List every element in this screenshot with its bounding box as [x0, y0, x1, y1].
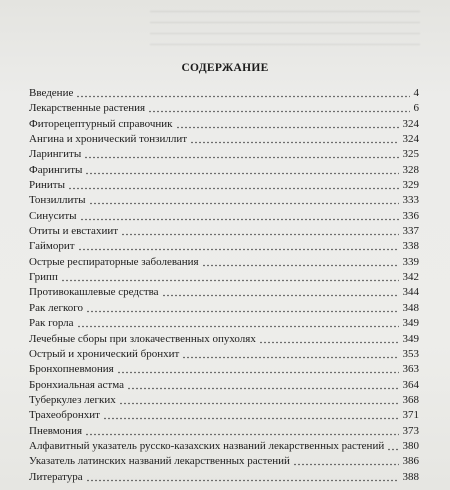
dot-leader	[103, 417, 399, 420]
dot-leader	[85, 172, 399, 175]
toc-entry-page: 328	[402, 163, 419, 176]
toc-entry-title: Противокашлевые средства	[29, 286, 159, 299]
toc-entry-page: 363	[402, 363, 419, 376]
toc-entry	[29, 239, 419, 254]
toc-entry-title: Алфавитный указатель русско-казахских названий лекарственных растений	[29, 439, 385, 452]
toc-entry	[29, 101, 419, 116]
toc-entry	[29, 316, 419, 331]
toc-entry-page: 4	[413, 87, 419, 99]
toc-entry	[29, 117, 419, 132]
bleed-through-text	[150, 6, 420, 46]
toc-entry-page: 349	[402, 332, 419, 345]
toc-entry	[29, 439, 419, 454]
toc-entry-page: 349	[402, 317, 419, 330]
toc-entry-page: 344	[402, 286, 419, 299]
toc-entry-title: Гайморит	[29, 240, 75, 253]
dot-leader	[387, 448, 399, 451]
toc-entry-page: 6	[413, 102, 419, 115]
dot-leader	[68, 187, 399, 190]
toc-entry	[29, 347, 419, 362]
toc-entry	[29, 424, 419, 439]
dot-leader	[76, 95, 410, 98]
toc-entry	[29, 454, 419, 469]
toc-entry-page: 333	[402, 194, 419, 207]
toc-entry	[29, 332, 419, 347]
toc-entry	[29, 224, 419, 239]
toc-entry-title: Трахеобронхит	[29, 409, 100, 422]
toc-entry	[29, 470, 419, 485]
toc-entry-title: Отиты и евстахиит	[29, 225, 119, 238]
toc-entry-page: 388	[402, 470, 419, 483]
dot-leader	[89, 202, 399, 205]
toc-entry-page: 325	[402, 148, 419, 161]
toc-entry-page: 324	[402, 133, 419, 146]
dot-leader	[190, 141, 399, 144]
toc-entry	[29, 393, 419, 408]
dot-leader	[86, 479, 399, 482]
toc-entry-title: Туберкулез легких	[29, 393, 116, 406]
dot-leader	[182, 356, 399, 359]
toc-entry-title: Пневмония	[29, 424, 83, 437]
dot-leader	[77, 325, 399, 328]
dot-leader	[202, 264, 399, 267]
toc-entry-page: 386	[402, 455, 419, 468]
toc-entry-title: Острый и хронический бронхит	[29, 347, 180, 360]
toc-entry-title: Тонзиллиты	[29, 194, 86, 207]
toc-entry-page: 364	[402, 378, 419, 391]
toc-entry-title: Введение	[29, 87, 74, 99]
toc-entry-page: 368	[402, 393, 419, 406]
toc-entry-page: 371	[402, 409, 419, 422]
dot-leader	[176, 126, 399, 129]
toc-entry-title: Рак горла	[29, 317, 74, 330]
dot-leader	[119, 402, 399, 405]
toc-entry-page: 380	[402, 439, 419, 452]
toc-entry-title: Указатель латинских названий лекарственных растений	[29, 455, 290, 468]
toc-entry-page: 353	[402, 347, 419, 360]
toc-entry-page: 342	[402, 271, 419, 284]
toc-entry-title: Ангина и хронический тонзиллит	[29, 133, 188, 146]
toc-entry-title: Лечебные сборы при злокачественных опухолях	[29, 332, 256, 345]
page-title: СОДЕРЖАНИЕ	[181, 62, 269, 74]
toc-entry-title: Фиторецептурный справочник	[29, 117, 173, 130]
toc-entry-page: 336	[402, 209, 419, 222]
dot-leader	[127, 387, 399, 390]
toc-entry-title: Фарингиты	[29, 163, 83, 176]
toc-entry-title: Лекарственные растения	[29, 102, 146, 115]
toc-entry-page: 329	[402, 179, 419, 192]
dot-leader	[148, 110, 410, 113]
toc-entry-page: 348	[402, 301, 419, 314]
dot-leader	[86, 310, 399, 313]
toc-entry	[29, 178, 419, 193]
toc-entry	[29, 132, 419, 147]
toc-entry-title: Бронхиальная астма	[29, 378, 124, 391]
toc-entry	[29, 270, 419, 285]
toc-entry-title: Рак легкого	[29, 301, 84, 314]
toc-entry-title: Литература	[29, 470, 83, 483]
toc-entry-title: Ларингиты	[29, 148, 82, 161]
toc-entry	[29, 193, 419, 208]
dot-leader	[162, 294, 399, 297]
toc-entry-title: Острые респираторные заболевания	[29, 255, 199, 268]
dot-leader	[80, 218, 399, 221]
toc-entry-title: Риниты	[29, 179, 65, 192]
dot-leader	[293, 463, 399, 466]
toc-entry-page: 337	[402, 225, 419, 238]
toc-entry	[29, 147, 419, 162]
dot-leader	[117, 371, 399, 374]
toc-entry-page: 338	[402, 240, 419, 253]
toc-entry	[29, 209, 419, 224]
dot-leader	[61, 279, 399, 282]
dot-leader	[84, 156, 399, 159]
toc-entry	[29, 255, 419, 270]
dot-leader	[78, 248, 399, 251]
dot-leader	[85, 433, 399, 436]
toc-entry-title: Бронхопневмония	[29, 363, 114, 376]
toc-entry-page: 339	[402, 255, 419, 268]
toc-entry	[29, 408, 419, 423]
toc-entry	[29, 86, 419, 101]
toc-entry	[29, 163, 419, 178]
toc-entry-title: Синуситы	[29, 209, 77, 222]
toc-entry-title: Грипп	[29, 271, 58, 284]
dot-leader	[121, 233, 399, 236]
toc-entry-page: 373	[402, 424, 419, 437]
toc-entry	[29, 362, 419, 377]
toc-entry	[29, 378, 419, 393]
toc-entry-page: 324	[402, 117, 419, 130]
toc-entry	[29, 301, 419, 316]
table-of-contents	[29, 86, 419, 485]
dot-leader	[259, 341, 399, 344]
toc-entry	[29, 285, 419, 300]
